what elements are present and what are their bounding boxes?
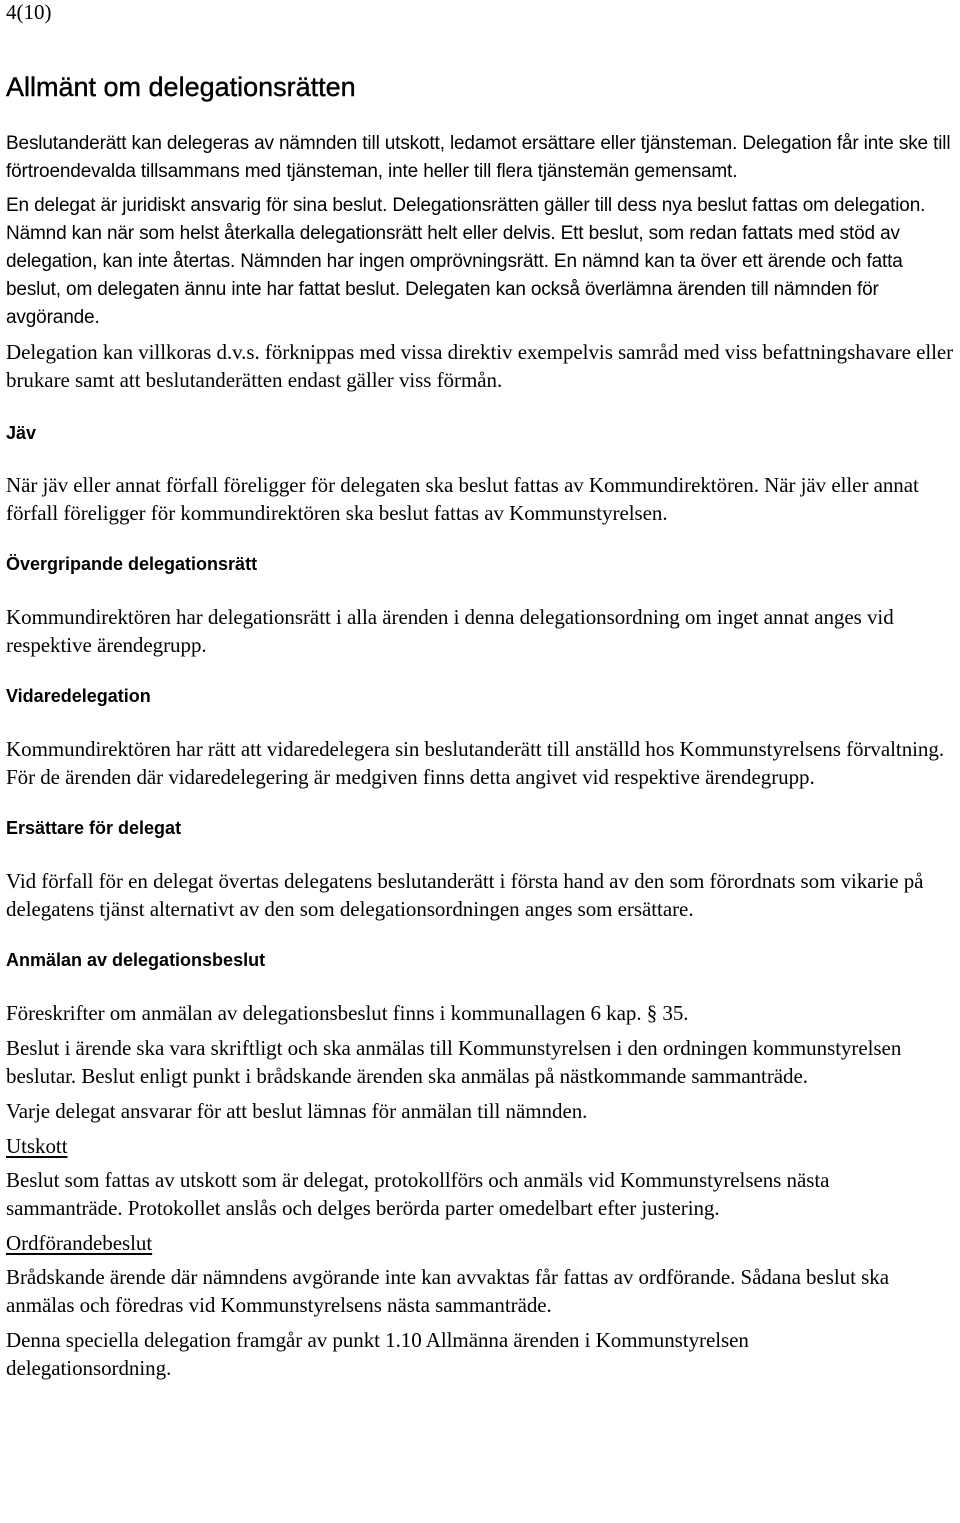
section-text-ersattare: Vid förfall för en delegat övertas delegatens beslutanderätt i första hand av den som förordnats som vikarie på delegatens tjänst alternativt av den som delegationsordningen anges som ersättare. bbox=[6, 869, 924, 921]
document-page bbox=[6, 0, 958, 1382]
section-text-anmalan-1: Föreskrifter om anmälan av delegationsbeslut finns i kommunallagen 6 kap. § 35. bbox=[6, 1001, 689, 1025]
page-number: 4(10) bbox=[6, 0, 52, 24]
page-title: Allmänt om delegationsrätten bbox=[6, 72, 356, 102]
section-text-vidaredelegation: Kommundirektören har rätt att vidaredelegera sin beslutanderätt till anställd hos Kommunstyrelsens förvaltning. För de ärenden där vidaredelegering är medgiven finns detta angivet vid respektive ärendegrupp. bbox=[6, 737, 945, 789]
section-heading-overgripande: Övergripande delegationsrätt bbox=[6, 554, 258, 574]
section-heading-ersattare: Ersättare för delegat bbox=[6, 818, 182, 838]
intro-paragraph-3: Delegation kan villkoras d.v.s. förknippas med vissa direktiv exempelvis samråd med viss befattningshavare eller brukare samt att beslutanderätten endast gäller viss förmån. bbox=[6, 340, 954, 392]
section-text-jav: När jäv eller annat förfall föreligger för delegaten ska beslut fattas av Kommundirektören. När jäv eller annat förfall föreligger för kommundirektören ska beslut fattas av Kommunstyrelsen. bbox=[6, 473, 919, 525]
section-text-overgripande: Kommundirektören har delegationsrätt i alla ärenden i denna delegationsordning om inget annat anges vid respektive ärendegrupp. bbox=[6, 605, 894, 657]
section-text-ordforande-2: Denna speciella delegation framgår av punkt 1.10 Allmänna ärenden i Kommunstyrelsen delegationsordning. bbox=[6, 1328, 749, 1380]
section-heading-utskott: Utskott bbox=[6, 1134, 68, 1158]
section-text-ordforande-1: Brådskande ärende där nämndens avgörande inte kan avvaktas får fattas av ordförande. Sådana beslut ska anmälas och föredras vid Kommunstyrelsens nästa sammanträde. bbox=[6, 1265, 889, 1317]
section-text-utskott: Beslut som fattas av utskott som är delegat, protokollförs och anmäls vid Kommunstyrelsens nästa sammanträde. Protokollet anslås och delges berörda parter omedelbart efter justering. bbox=[6, 1168, 830, 1220]
section-text-anmalan-2: Beslut i ärende ska vara skriftligt och ska anmälas till Kommunstyrelsen i den ordningen kommunstyrelsen beslutar. Beslut enligt punkt i brådskande ärenden ska anmälas på nästkommande sammanträde. bbox=[6, 1036, 902, 1088]
section-heading-vidaredelegation: Vidaredelegation bbox=[6, 686, 151, 706]
section-heading-ordforande: Ordförandebeslut bbox=[6, 1231, 153, 1255]
section-heading-anmalan: Anmälan av delegationsbeslut bbox=[6, 950, 266, 970]
section-text-anmalan-3: Varje delegat ansvarar för att beslut lämnas för anmälan till nämnden. bbox=[6, 1099, 588, 1123]
intro-paragraph-2: En delegat är juridiskt ansvarig för sina beslut. Delegationsrätten gäller till dess nya beslut fattas om delegation. Nämnd kan när som helst återkalla delegationsrätt helt eller delvis. Ett beslut, som redan fattats med stöd av delegation, kan inte återtas. Nämnden har ingen omprövningsrätt. En nämnd kan ta över ett ärende och fatta beslut, om delegaten ännu inte har fattat beslut. Delegaten kan också överlämna ärenden till nämnden för avgörande. bbox=[6, 195, 926, 328]
intro-paragraph-1: Beslutanderätt kan delegeras av nämnden till utskott, ledamot ersättare eller tjänsteman. Delegation får inte ske till förtroendevalda tillsammans med tjänsteman, inte heller till flera tjänstemän gemensamt. bbox=[6, 133, 951, 182]
section-heading-jav: Jäv bbox=[6, 423, 37, 443]
